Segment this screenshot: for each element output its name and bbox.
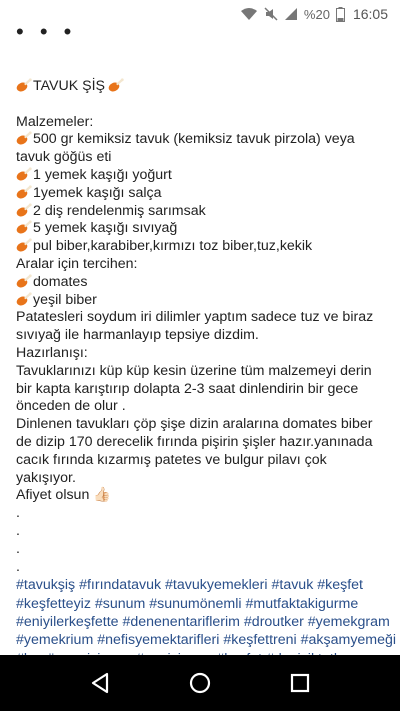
poultry-leg-icon [16, 78, 32, 92]
spacer-dot: . [16, 505, 20, 522]
poultry-leg-icon [16, 185, 32, 199]
more-options-button[interactable]: • • • [16, 19, 77, 44]
signal-icon [284, 7, 298, 21]
hashtag-line[interactable]: #tavukşiş #fırındatavuk #tavukyemekleri #tavuk #keşfet [16, 577, 363, 594]
optional-item: yeşil biber [16, 292, 388, 310]
ingredient-item: 1yemek kaşığı salça [16, 185, 388, 203]
post-title-line [16, 78, 388, 96]
potato-note: Patatesleri soydum iri dilimler yaptım sadece tuz ve biraz sıvıyağ ile harmanlayıp tepsiye dizdim. [16, 309, 374, 344]
spacer-dot: . [16, 540, 20, 557]
poultry-leg-icon [16, 203, 32, 217]
poultry-leg-icon [16, 292, 32, 306]
ingredient-item: 500 gr kemiksiz tavuk (kemiksiz tavuk pirzola) veya tavuk göğüs eti [16, 131, 355, 166]
closing-line: Afiyet olsun 👍🏻 [16, 487, 111, 504]
post-title: TAVUK ŞİŞ [33, 78, 106, 94]
poultry-leg-icon [16, 274, 32, 288]
optional-item: domates [16, 274, 388, 292]
poultry-leg-icon [16, 238, 32, 252]
ingredients-heading: Malzemeler: [16, 113, 94, 130]
clock: 16:05 [352, 6, 388, 22]
recents-icon [290, 673, 310, 693]
mute-icon [264, 7, 278, 21]
navigation-bar [0, 655, 400, 711]
ingredient-item: pul biber,karabiber,kırmızı toz biber,tuz,kekik [16, 238, 388, 256]
home-icon [189, 672, 211, 694]
poultry-leg-icon [108, 78, 124, 92]
spacer-dot: . [16, 522, 20, 539]
spacer [16, 96, 388, 114]
post-content [16, 78, 397, 668]
battery-percent: %20 [303, 6, 330, 22]
spacer-dot: . [16, 558, 20, 575]
ingredient-item: 1 yemek kaşığı yoğurt [16, 167, 388, 185]
battery-icon [336, 7, 345, 22]
poultry-leg-icon [16, 131, 32, 145]
preparation-heading: Hazırlanışı: [16, 344, 88, 361]
hashtag-line[interactable]: #eniyilerkeşfette #denenentariflerim #droutker #yemekgram [16, 613, 390, 630]
back-button[interactable] [76, 659, 124, 707]
wifi-icon [240, 7, 258, 21]
hashtag-line[interactable]: #yemekrium #nefisyemektarifleri #keşfettreni #akşamyemeği [16, 632, 397, 649]
ingredient-item: 2 diş rendelenmiş sarımsak [16, 203, 388, 221]
home-button[interactable] [176, 659, 224, 707]
hashtag-line[interactable]: #keşfetteyiz #sunum #sunumönemli #mutfaktakigurme [16, 595, 359, 612]
preparation-paragraph: Tavuklarınızı küp küp kesin üzerine tüm malzemeyi derin bir kapta karıştırıp dolapta 2-3 saat dinlendirin bir gece önceden de olur . [16, 362, 372, 415]
poultry-leg-icon [16, 220, 32, 234]
ingredient-item: 5 yemek kaşığı sıvıyağ [16, 220, 388, 238]
recents-button[interactable] [276, 659, 324, 707]
preparation-paragraph: Dinlenen tavukları çöp şişe dizin aralarına domates biber de dizip 170 derecelik fırında pişirin şişler hazır.yanınada cacık fırında kızarmış patetes ve bulgur pilavı çok yakışıyor. [16, 416, 373, 486]
optional-heading: Aralar için tercihen: [16, 255, 138, 272]
back-icon [90, 672, 110, 694]
poultry-leg-icon [16, 167, 32, 181]
